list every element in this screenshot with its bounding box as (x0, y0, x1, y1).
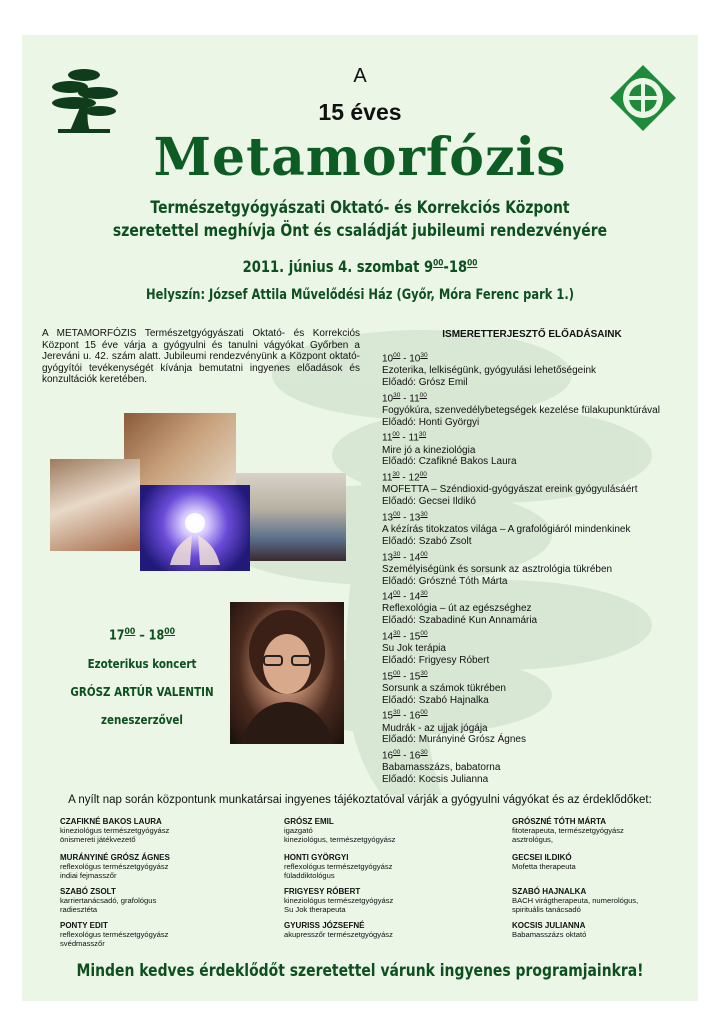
lecture-time-s2: 30 (418, 431, 427, 439)
staff-role: karriertanácsadó, grafológus (60, 896, 157, 905)
lecture-time-s1: 30 (393, 550, 401, 558)
lecture-item (382, 350, 692, 389)
lecture-time-sep: - (400, 710, 410, 722)
staff-role: füladdiktológus (284, 871, 335, 880)
lecture-title: Su Jok terápia (382, 643, 446, 655)
staff-member (60, 853, 260, 880)
staff-role: kineziológus természetgyógyász (60, 826, 170, 835)
staff-member (512, 887, 698, 914)
lecture-time-t1: 14 (382, 591, 394, 603)
staff-member (512, 817, 698, 844)
staff-member (284, 887, 484, 914)
staff-name: GRÓSZ EMIL (284, 817, 334, 826)
staff-name: GRÓSZNÉ TÓTH MÁRTA (512, 817, 607, 826)
lecture-speaker: Előadó: Grósz Emil (382, 376, 468, 388)
staff-name: KOCSIS JULIANNA (512, 921, 586, 930)
lecture-time-t1: 16 (382, 750, 394, 762)
lecture-time-t2: 15 (409, 671, 421, 683)
lecture-time-t1: 15 (382, 671, 394, 683)
lecture-time-s1: 30 (393, 391, 401, 399)
photo-glowing-hands (140, 485, 250, 571)
staff-member (60, 887, 260, 914)
lecture-time-s1: 00 (393, 352, 401, 359)
lecture-time-t2: 12 (408, 472, 420, 484)
lecture-time-s2: 30 (420, 749, 428, 757)
lecture-speaker: Előadó: Szabó Hajnalka (382, 694, 489, 706)
staff-role: asztrológus, (512, 835, 553, 844)
lecture-time-t2: 14 (409, 551, 421, 563)
staff-role: BACH virágtherapeuta, numerológus, (512, 896, 639, 905)
staff-role: igazgató (284, 826, 313, 835)
lecture-speaker: Előadó: Grószné Tóth Márta (382, 575, 508, 587)
lecture-time-t2: 15 (409, 631, 421, 643)
poster (22, 35, 698, 1001)
lecture-speaker: Előadó: Murányiné Grósz Ágnes (382, 734, 526, 746)
lecture-time (382, 390, 692, 405)
lecture-time-t1: 11 (382, 432, 393, 444)
lecture-item (382, 469, 692, 508)
lecture-time-sep: - (399, 472, 409, 484)
lecture-time-s1: 30 (393, 630, 401, 638)
lecture-time-sep: - (400, 512, 410, 524)
lecture-time (382, 628, 692, 643)
lecture-time-t1: 13 (382, 551, 394, 563)
header-lead: A (353, 65, 367, 87)
lecture-time-t1: 13 (382, 512, 394, 524)
concert-title: Ezoterikus koncert (87, 657, 197, 671)
lecture-title: Babamasszázs, babatorna (382, 762, 501, 774)
lecture-time (382, 549, 692, 564)
page-title: Metamorfózis (153, 127, 567, 188)
lecture-time-s2: 30 (420, 669, 428, 677)
staff-role: Mofetta therapeuta (512, 862, 576, 871)
lecture-item (382, 390, 692, 429)
lecture-time-s1: 00 (393, 669, 401, 677)
event-date-start-minutes: 00 (433, 258, 444, 269)
concert-time-start: 17 (108, 628, 125, 644)
staff-name: MURÁNYINÉ GRÓSZ ÁGNES (60, 853, 170, 862)
staff-name: FRIGYESY RÓBERT (284, 887, 361, 896)
lecture-time-s1: 30 (393, 709, 401, 717)
concert-time-end-minutes: 00 (164, 627, 176, 637)
staff-role: spirituális tanácsadó (512, 905, 581, 914)
lecture-time (382, 429, 692, 444)
lecture-time-t1: 15 (382, 710, 394, 722)
staff-member (284, 817, 484, 844)
staff-role: Su Jok therapeuta (284, 905, 346, 914)
lecture-time-t2: 16 (409, 750, 421, 762)
intro-paragraph: A METAMORFÓZIS Természetgyógyászati Oktató- és Korrekciós Központ 15 éve várja a gyógyulni és tanulni vágyókat Győrben a Jereváni u. 42. szám alatt. Jubileumi rendezvényünk a Központ oktató-gyógyítói tevékenységét kívánja bemutatni ingyenes előadások és konzultációk keretében. (42, 328, 360, 386)
event-date (50, 257, 670, 276)
lecture-time-s2: 30 (420, 590, 428, 598)
staff-role: radiesztéta (60, 905, 98, 914)
header-years: 15 éves (318, 99, 402, 125)
lecture-time-s1: 00 (393, 510, 401, 518)
lecture-time-t1: 14 (382, 631, 394, 643)
staff-role: indiai fejmasszőr (60, 871, 117, 880)
staff-name: SZABÓ HAJNALKA (512, 887, 587, 896)
staff-name: CZAFIKNÉ BAKOS LAURA (60, 817, 162, 826)
lecture-item (382, 747, 692, 786)
lecture-item (382, 668, 692, 707)
lecture-time-t2: 16 (409, 710, 421, 722)
staff-name: GECSEI ILDIKÓ (512, 853, 572, 862)
subtitle-center-name: Természetgyógyászati Oktató- és Korrekciós Központ (150, 198, 570, 218)
lecture-title: Fogyókúra, szenvedélybetegségek kezelése fülakupunktúrával (382, 404, 660, 416)
lecture-time-sep: - (400, 591, 410, 603)
photo-therapy-treatment (50, 459, 140, 551)
lecture-time-t2: 11 (408, 432, 419, 444)
lecture-title: Ezoterika, lelkiségünk, gyógyulási lehetőségeink (382, 365, 597, 377)
lecture-time (382, 707, 692, 722)
staff-role: reflexológus természetgyógyász (284, 862, 393, 871)
lecture-time (382, 350, 692, 365)
staff-name: GYURISS JÓZSEFNÉ (284, 921, 365, 930)
subtitle-invitation: szeretettel meghívja Önt és családját jubileumi rendezvényére (112, 221, 608, 241)
lecture-speaker: Előadó: Frigyesy Róbert (382, 654, 490, 666)
staff-member (60, 817, 260, 844)
lecture-time-sep: - (400, 551, 410, 563)
staff-role: reflexológus természetgyógyász (60, 862, 169, 871)
lecture-title: Személyiségünk és sorsunk az asztrológia tükrében (382, 563, 613, 575)
lecture-time-s2: 00 (419, 391, 427, 399)
staff-role: kineziológus, természetgyógyász (284, 835, 396, 844)
lecture-time-s2: 30 (420, 352, 428, 359)
lecture-time (382, 588, 692, 603)
lecture-title: MOFETTA – Széndioxid-gyógyászat ereink gyógyulásáért (382, 484, 638, 496)
hands-light-icon (140, 485, 250, 571)
lecture-item (382, 549, 692, 588)
lecture-time-s2: 30 (420, 510, 428, 518)
staff-member (284, 853, 484, 880)
lecture-time-sep: - (400, 631, 410, 643)
lecture-time-t2: 10 (409, 353, 421, 365)
lecture-time-s1: 00 (392, 431, 400, 439)
lecture-time-s1: 30 (392, 471, 400, 479)
lecture-time-sep: - (400, 750, 410, 762)
staff-name: PONTY EDIT (60, 921, 108, 930)
lecture-time-s2: 00 (420, 630, 428, 638)
staff-member (60, 921, 260, 948)
staff-member (284, 921, 484, 939)
staff-role: reflexológus természetgyógyász (60, 930, 169, 939)
lecture-item (382, 588, 692, 627)
lecture-speaker: Előadó: Gecsei Ildikó (382, 496, 476, 508)
lecture-speaker: Előadó: Czafikné Bakos Laura (382, 456, 517, 468)
concert-time-start-minutes: 00 (124, 627, 136, 637)
staff-role: Babamasszázs oktató (512, 930, 587, 939)
lecture-time-t1: 11 (382, 472, 393, 484)
event-date-text: 2011. június 4. szombat 9 (242, 257, 434, 276)
lecture-time (382, 509, 692, 524)
lecture-time-s2: 00 (419, 471, 427, 479)
photo-classroom (236, 473, 346, 561)
lecture-item (382, 509, 692, 548)
lecture-title: A kézírás titokzatos világa – A grafológiáról mindenkinek (382, 524, 631, 535)
staff-member (512, 921, 698, 939)
lecture-title: Sorsunk a számok tükrében (382, 682, 506, 694)
concert-performer: GRÓSZ ARTÚR VALENTIN (70, 685, 214, 699)
lecture-time-t2: 13 (409, 512, 421, 524)
concert-with: zeneszerzővel (101, 713, 183, 727)
lecture-time-sep: - (400, 353, 410, 365)
concert-time-sep: – 18 (135, 628, 165, 644)
event-venue: Helyszín: József Attila Művelődési Ház (Győr, Móra Ferenc park 1.) (146, 287, 574, 303)
lecture-speaker: Előadó: Kocsis Julianna (382, 774, 489, 786)
concert-time (65, 627, 220, 643)
lecture-speaker: Előadó: Szabadiné Kun Annamária (382, 615, 538, 627)
lecture-time (382, 469, 692, 484)
lecture-time-sep: - (399, 432, 409, 444)
event-date-dash: -18 (443, 257, 468, 276)
lecture-speaker: Előadó: Honti Györgyi (382, 416, 480, 428)
staff-role: fitoterapeuta, természetgyógyász (512, 826, 624, 835)
lecture-time-sep: - (400, 393, 410, 405)
lecture-speaker: Előadó: Szabó Zsolt (382, 535, 472, 547)
lecture-time-s2: 00 (420, 709, 428, 717)
lecture-time-s2: 00 (420, 550, 428, 558)
lecture-title: Reflexológia – út az egészséghez (382, 603, 532, 615)
staff-role: svédmasszőr (60, 939, 105, 948)
lecture-time-t2: 11 (409, 393, 420, 405)
lecture-item (382, 628, 692, 667)
lecture-item (382, 707, 692, 746)
lecture-time-s1: 00 (393, 749, 401, 757)
lecture-title: Mire jó a kineziológia (382, 444, 476, 456)
portrait-figure-icon (230, 602, 344, 744)
lecture-time (382, 668, 692, 683)
lecture-time-sep: - (400, 671, 410, 683)
photo-musician-portrait (230, 602, 344, 744)
staff-role: önismereti játékvezető (60, 835, 136, 844)
lecture-item (382, 429, 692, 468)
staff-name: SZABÓ ZSOLT (60, 887, 116, 896)
lecture-time-t2: 14 (409, 591, 421, 603)
staff-role: akupresszőr természetgyógyász (284, 930, 393, 939)
lecture-time-s1: 00 (393, 590, 401, 598)
lecture-time (382, 747, 692, 762)
lecture-time-t1: 10 (382, 353, 394, 365)
lecture-list (382, 350, 692, 787)
open-day-text: A nyílt nap során központunk munkatársai ingyenes tájékoztatóval várják a gyógyulni vágyókat és az érdeklődőket: (68, 794, 652, 806)
closing-message: Minden kedves érdeklődőt szeretettel várunk ingyenes programjainkra! (76, 961, 644, 981)
staff-name: HONTI GYÖRGYI (284, 853, 349, 862)
staff-member (512, 853, 698, 871)
lecture-title: Mudrák - az ujjak jógája (382, 722, 488, 734)
photo-massage-session (124, 413, 236, 489)
event-date-end-minutes: 00 (467, 258, 478, 269)
lectures-heading: ISMERETTERJESZTŐ ELŐADÁSAINK (442, 329, 622, 340)
staff-role: kineziológus természetgyógyász (284, 896, 394, 905)
lecture-time-t1: 10 (382, 393, 394, 405)
